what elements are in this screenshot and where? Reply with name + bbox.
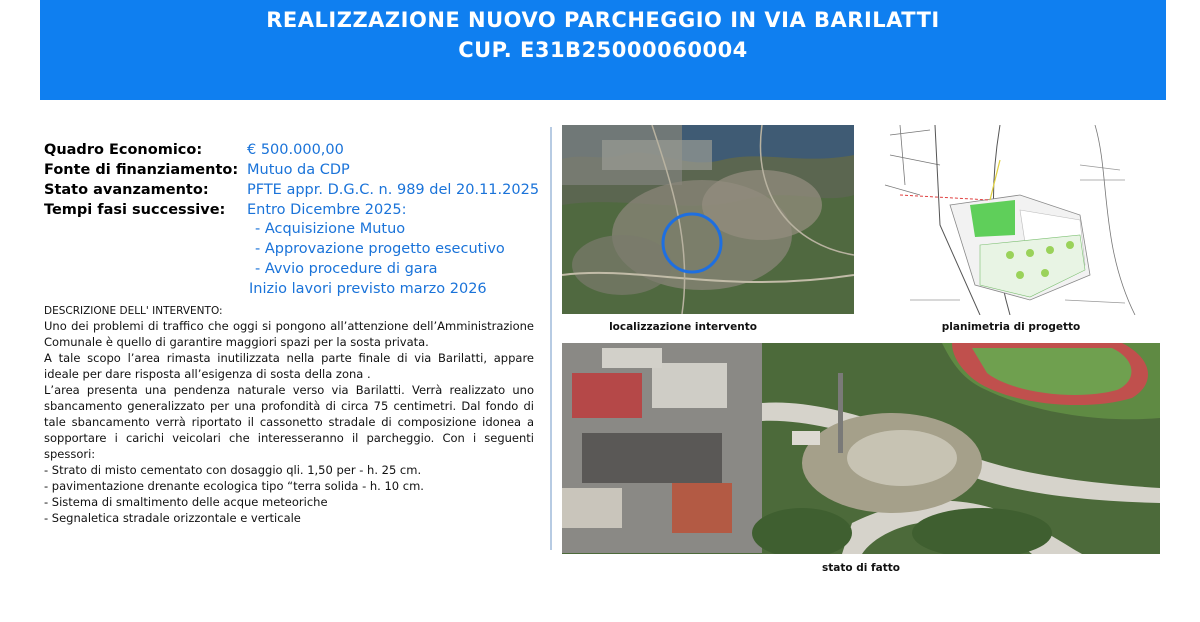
- fact-value: € 500.000,00: [247, 142, 344, 158]
- cup-code: CUP. E31B25000060004: [458, 38, 748, 62]
- description-paragraph: L’area presenta una pendenza naturale verso via Barilatti. Verrà realizzato uno sbancamento generalizzato per una profondità di circa 75 centimetri. Dal fondo di tale sbancamento verrà riportato il cassonetto stradale di composizione idonea a sopportare i carichi veicolari che interesseranno il parcheggio. Con i seguenti spessori:: [44, 383, 534, 461]
- fact-label: Tempi fasi successive:: [44, 202, 226, 218]
- site-plan-drawing: [880, 125, 1142, 315]
- caption-plan: planimetria di progetto: [941, 321, 1081, 333]
- caption-location: localizzazione intervento: [609, 321, 757, 333]
- fact-value: Mutuo da CDP: [247, 162, 350, 178]
- description-item: - Strato di misto cementato con dosaggio qli. 1,50 per - h. 25 cm.: [44, 463, 422, 477]
- description-paragraph: Uno dei problemi di traffico che oggi si pongono all’attenzione dell’Amministrazione Comunale è quello di garantire maggiori spazi per la sosta privata.: [44, 319, 534, 349]
- location-map-drawing: [562, 125, 854, 314]
- current-state-drawing: [562, 343, 1160, 554]
- description-paragraph: A tale scopo l’area rimasta inutilizzata nella parte finale di via Barilatti, appare ideale per dare risposta all’esigenza di sosta della zona .: [44, 351, 534, 381]
- description-title: DESCRIZIONE DELL' INTERVENTO:: [44, 305, 223, 317]
- description-item: - Sistema di smaltimento delle acque meteoriche: [44, 495, 328, 509]
- fact-value: PFTE appr. D.G.C. n. 989 del 20.11.2025: [247, 182, 540, 198]
- title-banner: [40, 0, 1166, 100]
- fact-value: Entro Dicembre 2025:: [247, 202, 407, 218]
- start-note: Inizio lavori previsto marzo 2026: [249, 281, 487, 297]
- phase-item: - Avvio procedure di gara: [255, 261, 438, 277]
- fact-label: Stato avanzamento:: [44, 182, 209, 198]
- phase-item: - Approvazione progetto esecutivo: [255, 241, 505, 257]
- column-divider: [550, 127, 552, 550]
- phase-item: - Acquisizione Mutuo: [255, 221, 406, 237]
- fact-label: Quadro Economico:: [44, 142, 203, 158]
- page-title: REALIZZAZIONE NUOVO PARCHEGGIO IN VIA BARILATTI: [266, 8, 940, 32]
- current-state-image: [562, 343, 1160, 554]
- description-item: - Segnaletica stradale orizzontale e verticale: [44, 511, 301, 525]
- caption-current-state: stato di fatto: [822, 562, 900, 574]
- site-plan-image: [880, 125, 1142, 315]
- location-map-image: [562, 125, 854, 314]
- fact-label: Fonte di finanziamento:: [44, 162, 239, 178]
- description-item: - pavimentazione drenante ecologica tipo “terra solida - h. 10 cm.: [44, 479, 424, 493]
- description-block: [44, 305, 534, 526]
